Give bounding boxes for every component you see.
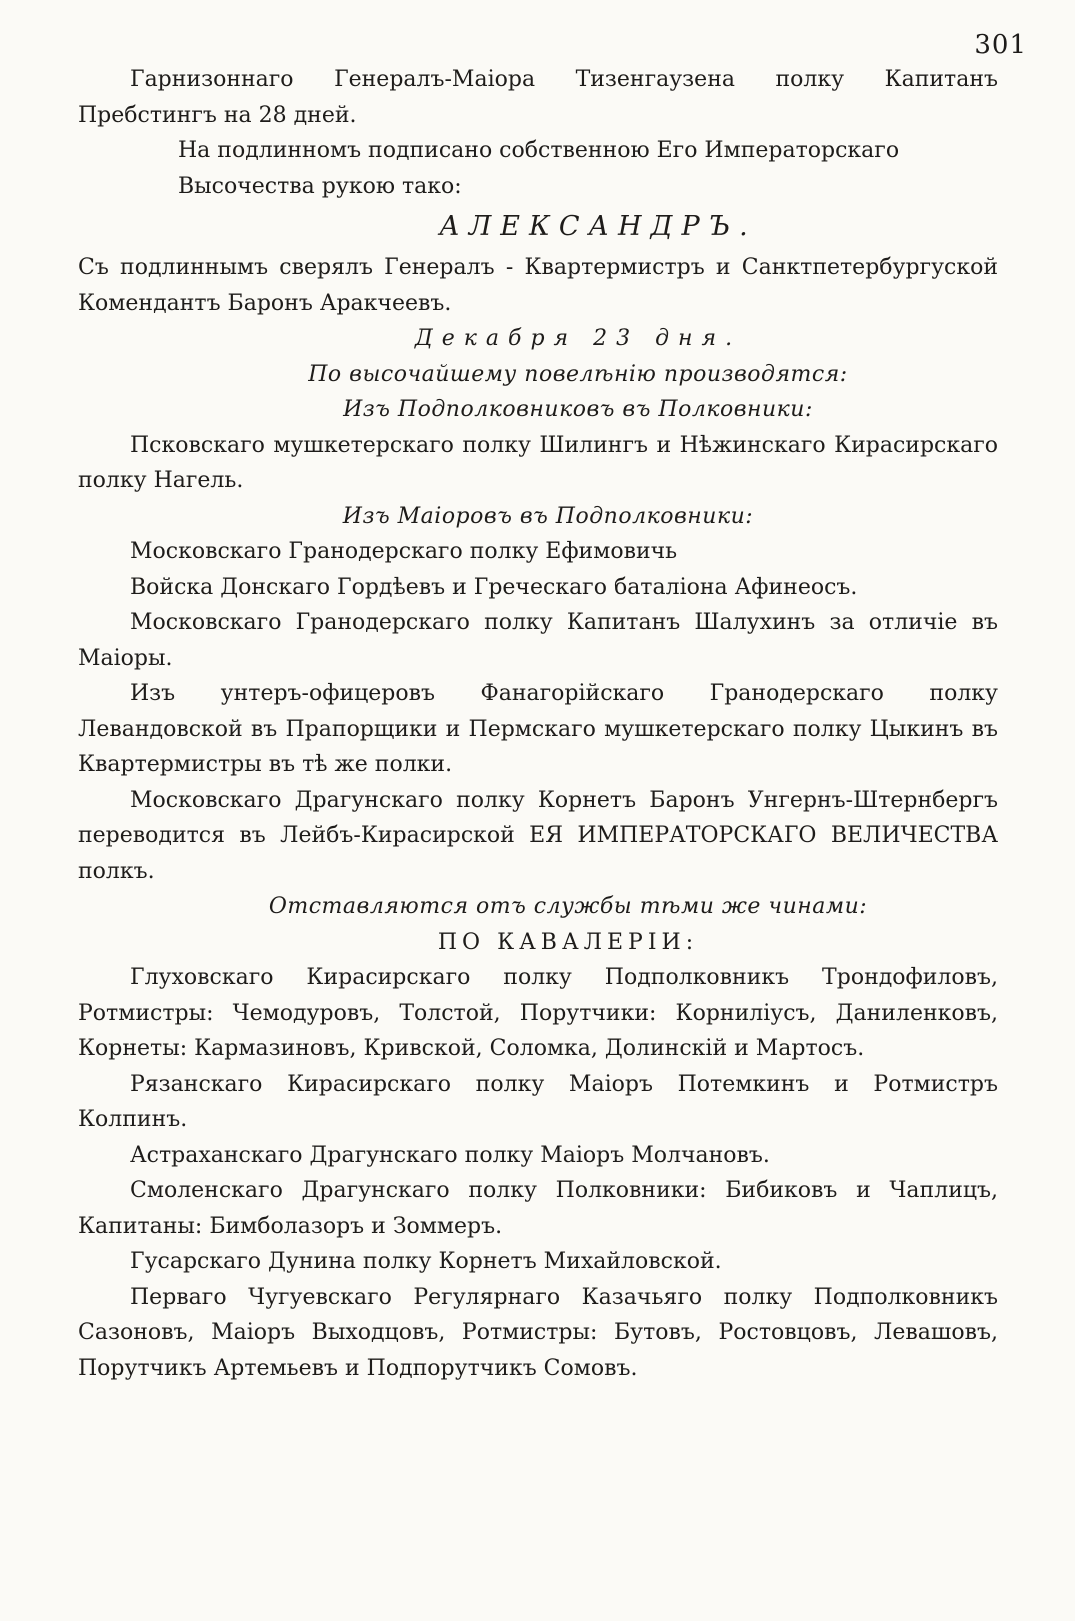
paragraph-hussar: Гусарскаго Дунина полку Корнетъ Михайловской.: [130, 1249, 722, 1274]
paragraph-glukhov: Глуховскаго Кирасирскаго полку Подполковникъ Трондофиловъ, Ротмистры: Чемодуровъ, Толстой, Порутчики: Корнилiусъ, Даниленковъ, Корнеты: Кармазиновъ, Кривской, Соломка, Долинскiй и Мартосъ.: [78, 965, 998, 1061]
heading-promotions: По высочайшему повелѣнiю производятся:: [308, 361, 848, 387]
paragraph-astrakhan: Астраханскаго Драгунскаго полку Маiоръ Молчановъ.: [130, 1142, 770, 1168]
heading-colonels: Изъ Подполковниковъ въ Полковники:: [343, 397, 813, 422]
heading-lieutenant-colonels: Изъ Маiоровъ въ Подполковники:: [342, 503, 754, 529]
paragraph-don: Войска Донскаго Гордѣевъ и Греческаго баталiона Афинеосъ.: [130, 574, 858, 600]
paragraph-chuguev: Перваго Чугуевскаго Регулярнаго Казачьяго полку Подполковникъ Сазоновъ, Маiоръ Выходцовъ, Ротмистры: Бутовъ, Ростовцовъ, Левашовъ, Порутчикъ Артемьевъ и Подпорутчикъ Сомовъ.: [78, 1284, 998, 1381]
heading-cavalry: ПО КАВАЛЕРIИ:: [437, 929, 699, 955]
paragraph-verified: Съ подлиннымъ сверялъ Генералъ - Квартермистръ и Санктпетербургуской Комендантъ Баронъ Аракчеевъ.: [78, 255, 998, 316]
paragraph-moscow-grenadier: Московскаго Гранодерскаго полку Ефимовичь: [130, 539, 678, 564]
text-body: [78, 62, 998, 1386]
heading-retired: Отставляются отъ службы тѣми же чинами:: [268, 894, 868, 919]
paragraph-garrison: Гарнизоннаго Генералъ-Маiора Тизенгаузена полку Капитанъ Пребстингъ на 28 дней.: [78, 67, 998, 128]
signature-alexander: АЛЕКСАНДРЪ.: [439, 211, 757, 242]
paragraph-signed: На подлинномъ подписано собственною Его Императорскаго Высочества рукою тако:: [178, 138, 900, 199]
paragraph-nco: Изъ унтеръ-офицеровъ Фанагорiйскаго Гранодерскаго полку Левандовской въ Прапорщики и Пермскаго мушкетерскаго полку Цыкинъ въ Квартермистры въ тѣ же полки.: [78, 681, 998, 777]
paragraph-shalukhin: Московскаго Гранодерскаго полку Капитанъ Шалухинъ за отличiе въ Маiоры.: [78, 610, 998, 671]
date-heading: Декабря 23 дня.: [414, 326, 742, 351]
paragraph-smolensk: Смоленскаго Драгунскаго полку Полковники: Бибиковъ и Чаплицъ, Капитаны: Бимболазоръ и Зоммеръ.: [78, 1178, 998, 1239]
paragraph-pskov: Псковскаго мушкетерскаго полку Шилингъ и Нѣжинскаго Кирасирскаго полку Нагель.: [78, 432, 998, 493]
page-number: 301: [974, 30, 1027, 60]
paragraph-dragoon-transfer: Московскаго Драгунскаго полку Корнетъ Баронъ Унгернъ-Штернбергъ переводится въ Лейбъ-Кирасирской ЕЯ ИМПЕРАТОРСКАГО ВЕЛИЧЕСТВА полкъ.: [78, 787, 998, 884]
paragraph-ryazan: Рязанскаго Кирасирскаго полку Маiоръ Потемкинъ и Ротмистръ Колпинъ.: [78, 1071, 998, 1132]
